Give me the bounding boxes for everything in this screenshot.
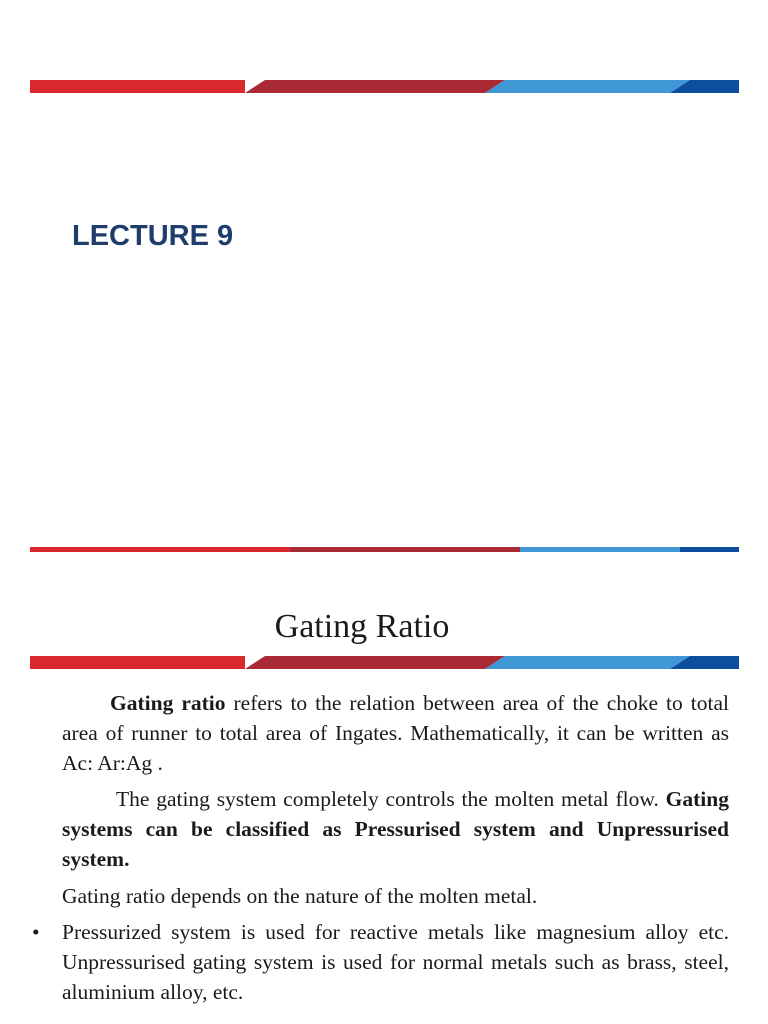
definition-text: refers to the relation between area of the choke to total area of runner to total area of Ingates. Mathematically, it can be written as Ac: Ar:Ag . — [62, 691, 729, 775]
bullet-icon: • — [32, 920, 40, 944]
slide2-top-bar — [30, 547, 739, 552]
slide1-header-bar — [30, 80, 739, 93]
paragraph-gating-ratio-definition — [62, 688, 729, 778]
classification-text: Gating systems can be classified as Pressurised system and Unpressurised system. — [62, 787, 729, 871]
slide-body — [32, 688, 729, 1007]
paragraph-gating-system — [62, 784, 729, 874]
bullet-item — [32, 917, 729, 1007]
bullet-text: Pressurized system is used for reactive metals like magnesium alloy etc. Unpressurised gating system is used for normal metals such as brass, steel, aluminium alloy, etc. — [62, 920, 729, 1004]
slide2-title-bar — [30, 656, 739, 669]
dependence-text: Gating ratio depends on the nature of the molten metal. — [62, 884, 538, 908]
gating-system-text: The gating system completely controls the molten metal flow. — [116, 787, 666, 811]
slide-title: Gating Ratio — [274, 608, 450, 645]
lecture-title: LECTURE 9 — [72, 220, 234, 252]
term-gating-ratio: Gating ratio — [110, 691, 226, 715]
paragraph-dependence — [62, 881, 729, 911]
